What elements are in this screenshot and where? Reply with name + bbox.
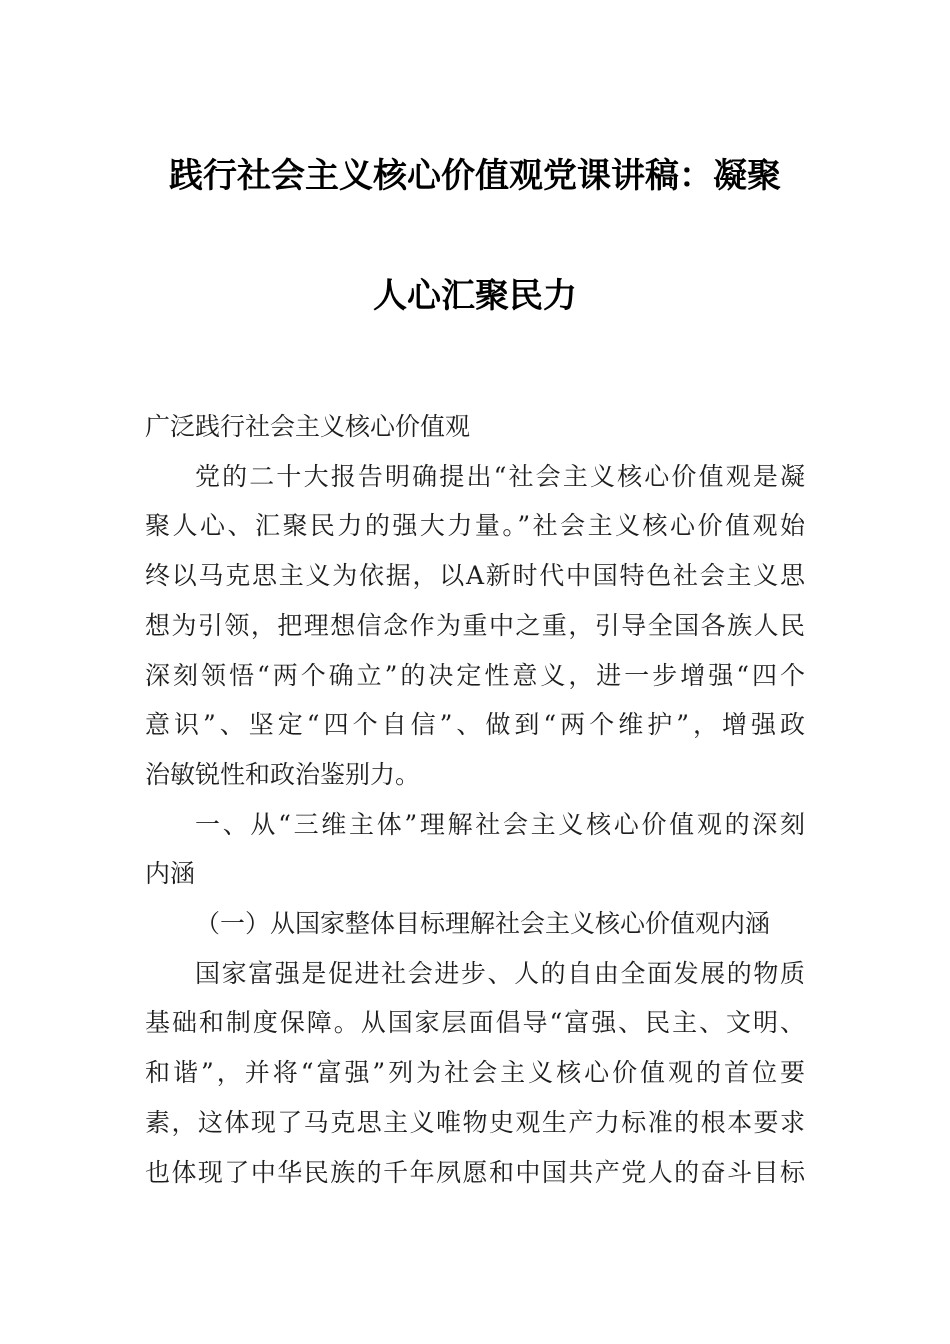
- document-title: [0, 116, 950, 356]
- body-line: 和谐”，并将“富强”列为社会主义核心价值观的首位要: [145, 1058, 805, 1088]
- body-line: 深刻领悟“两个确立”的决定性意义，进一步增强“四个: [145, 660, 805, 690]
- body-line: 想为引领，把理想信念作为重中之重，引导全国各族人民: [145, 610, 805, 640]
- body-line: 国家富强是促进社会进步、人的自由全面发展的物质: [195, 958, 805, 988]
- body-line: （一）从国家整体目标理解社会主义核心价值观内涵: [195, 909, 771, 939]
- body-line: 终以马克思主义为依据，以A新时代中国特色社会主义思: [145, 561, 805, 591]
- body-line: 聚人心、汇聚民力的强大力量。”社会主义核心价值观始: [145, 511, 805, 541]
- body-line: 党的二十大报告明确提出“社会主义核心价值观是凝: [195, 461, 805, 491]
- body-line: 治敏锐性和政治鉴别力。: [145, 759, 421, 789]
- body-line: 广泛践行社会主义核心价值观: [145, 412, 471, 441]
- body-line: 基础和制度保障。从国家层面倡导“富强、民主、文明、: [145, 1008, 805, 1038]
- body-line: 内涵: [145, 859, 196, 889]
- body-line: 也体现了中华民族的千年夙愿和中国共产党人的奋斗目标: [145, 1157, 805, 1187]
- title-line-2: 人心汇聚民力: [373, 276, 577, 316]
- body-line: 意识”、坚定“四个自信”、做到“两个维护”，增强政: [145, 710, 805, 740]
- body-line: 素，这体现了马克思主义唯物史观生产力标准的根本要求: [145, 1107, 805, 1137]
- document-body: [145, 402, 805, 1197]
- title-line-1: 践行社会主义核心价值观党课讲稿：凝聚: [169, 156, 781, 196]
- body-line: 一、从“三维主体”理解社会主义核心价值观的深刻: [195, 809, 805, 839]
